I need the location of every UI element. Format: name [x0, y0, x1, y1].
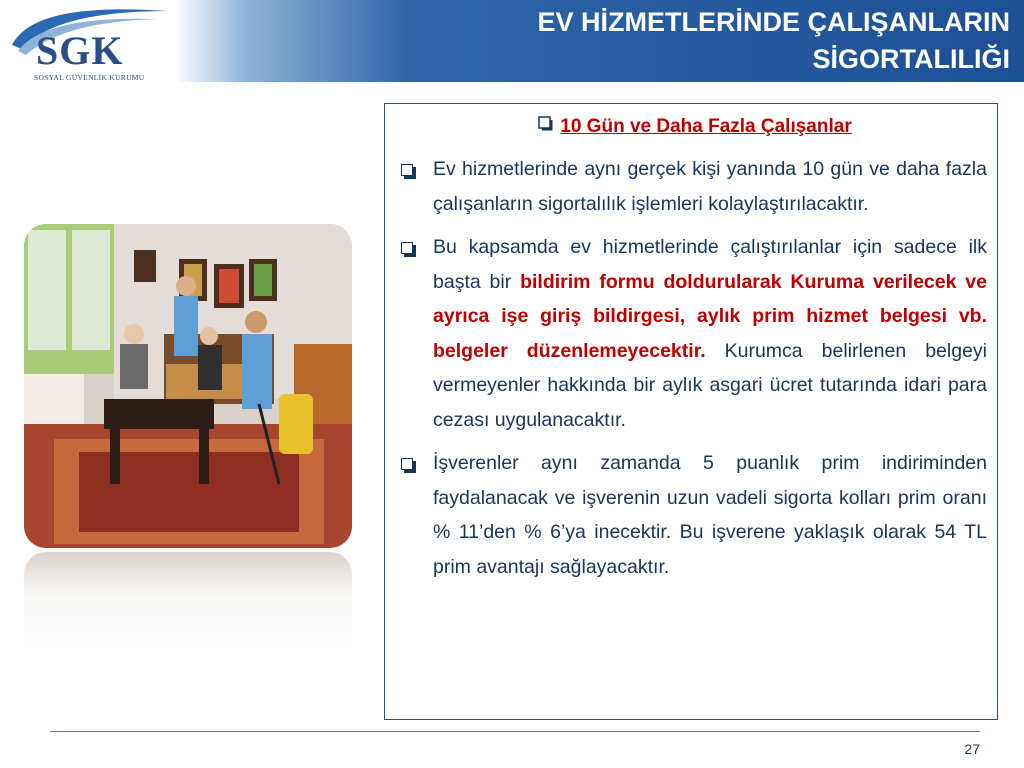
bullet-list	[397, 152, 987, 593]
footer-divider	[50, 731, 980, 732]
sgk-logo	[8, 5, 178, 83]
list-item	[397, 446, 987, 584]
bullet-text: İşverenler aynı zamanda 5 puanlık prim indiriminden faydalanacak ve işverenin uzun vadeli sigorta kolları prim oranı % 11’den % 6’ya inecektir. Bu işverene yaklaşık olarak 54 TL prim avantajı sağlayacaktır.	[433, 452, 987, 578]
checkbox-bullet-icon	[538, 114, 554, 140]
slide-title	[370, 4, 1010, 78]
content-box	[384, 103, 998, 720]
page-number: 27	[964, 741, 980, 757]
bullet-text-post: Kurumca belirlenen belgeyi vermeyenler hakkında bir aylık asgari ücret tutarında idari para cezası uygulanacaktır.	[433, 339, 987, 431]
bullet-text-pre: Bu kapsamda ev hizmetlerinde çalıştırılanlar için sadece ilk başta bir	[433, 236, 987, 293]
title-line-2: SİGORTALILIĞI	[812, 44, 1010, 74]
bullet-highlight: bildirim formu doldurularak Kuruma verilecek ve ayrıca işe giriş bildirgesi, aylık prim hizmet belgesi vb. belgeler düzenlemeyecektir.	[433, 270, 987, 362]
bullet-text: Ev hizmetlerinde aynı gerçek kişi yanında 10 gün ve daha fazla çalışanların sigortalılık işlemleri kolaylaştırılacaktır.	[433, 158, 987, 215]
checkbox-bullet-icon	[401, 458, 413, 470]
title-line-1: EV HİZMETLERİNDE ÇALIŞANLARIN	[537, 7, 1010, 37]
heading-text: 10 Gün ve Daha Fazla Çalışanlar	[560, 116, 852, 137]
checkbox-bullet-icon	[401, 242, 413, 254]
checkbox-bullet-icon	[401, 164, 413, 176]
list-item	[397, 230, 987, 437]
logo-text: SGK	[36, 28, 124, 73]
content-heading	[475, 114, 915, 140]
logo-subtitle: SOSYAL GÜVENLİK KURUMU	[34, 73, 145, 82]
domestic-workers-photo	[24, 224, 352, 548]
list-item	[397, 152, 987, 221]
photo-reflection	[24, 552, 352, 652]
living-room-image	[24, 224, 352, 548]
